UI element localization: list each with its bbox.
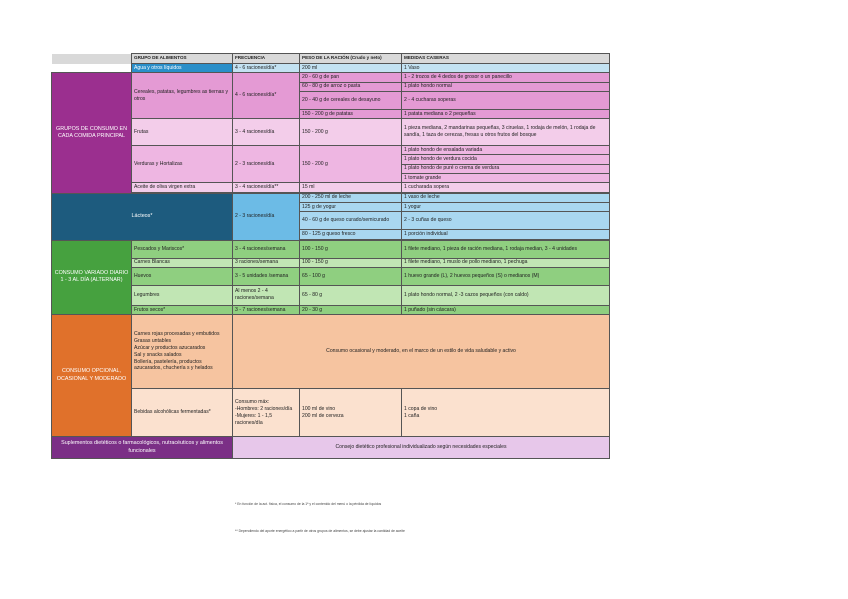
- carnes-medida: 1 filete mediano, 1 muslo de pollo mediano, 1 pechuga: [402, 258, 610, 267]
- aceite-medida: 1 cucharada sopera: [402, 183, 610, 192]
- carnes-frecuencia: 3 raciones/semana: [233, 258, 300, 267]
- header-grupo: GRUPO DE ALIMENTOS: [132, 54, 233, 64]
- lacteos-frecuencia: 2 - 3 raciones/día: [233, 193, 300, 240]
- verduras-medida-3: 1 plato hondo de puré o crema de verdura: [402, 164, 610, 173]
- bebidas-medida: [402, 389, 610, 437]
- cereales-peso-4: 150 - 200 g de patatas: [300, 109, 402, 118]
- cereales-medida-4: 1 patata mediana o 2 pequeñas: [402, 109, 610, 118]
- lacteos-medida-4: 1 porción individual: [402, 230, 610, 239]
- cereales-medida-1: 1 - 2 trozos de 4 dedos de grosor o un panecillo: [402, 73, 610, 82]
- verduras-peso: 150 - 200 g: [300, 146, 402, 183]
- frutos-medida: 1 puñado (sin cáscara): [402, 305, 610, 314]
- verduras-grupo: Verduras y Hortalizas: [132, 146, 233, 183]
- agua-frecuencia: 4 - 6 raciones/día*: [233, 64, 300, 73]
- header-frecuencia: FRECUENCIA: [233, 54, 300, 64]
- agua-grupo: Agua y otros líquidos: [132, 64, 233, 73]
- frutas-medida: 1 pieza mediana, 2 mandarinas pequeñas, 3 ciruelas, 1 rodaja de melón, 1 rodaja de sandía, 1 taza de cerezas, fresas u otros frutos del bosque: [402, 119, 610, 146]
- cereales-frecuencia: 4 - 6 raciones/día*: [233, 73, 300, 119]
- cereales-peso-1: 20 - 60 g de pan: [300, 73, 402, 82]
- lacteos-peso-3: 40 - 60 g de queso curado/semicurado: [300, 212, 402, 230]
- bebidas-medida-1: 1 copa de vino: [404, 405, 438, 412]
- cereales-medida-2: 1 plato hondo normal: [402, 82, 610, 91]
- lacteos-medida-3: 2 - 3 cuñas de queso: [402, 212, 610, 230]
- cereales-grupo: Cereales, patatas, legumbres as tiernas y otros: [132, 73, 233, 119]
- bebidas-frecuencia: [233, 389, 300, 437]
- section-opcional: CONSUMO OPCIONAL, OCASIONAL Y MODERADO: [52, 315, 132, 437]
- aceite-frecuencia: 3 - 4 raciones/día**: [233, 183, 300, 192]
- frutas-peso: 150 - 200 g: [300, 119, 402, 146]
- agua-medida: 1 Vaso: [402, 64, 610, 73]
- section-lacteos: Lácteos*: [52, 193, 233, 240]
- suplementos-texto: Consejo dietético profesional individualizado según necesidades especiales: [233, 437, 610, 459]
- verduras-medida-1: 1 plato hondo de ensalada variada: [402, 146, 610, 155]
- frutas-frecuencia: 3 - 4 raciones/día: [233, 119, 300, 146]
- blank-cell: [52, 64, 132, 73]
- frutos-grupo: Frutos secos*: [132, 305, 233, 314]
- legumbres-medida: 1 plato hondo normal, 2 -3 cazos pequeños (con caldo): [402, 285, 610, 305]
- ocasional-grupo: [132, 315, 233, 389]
- huevos-grupo: Huevos: [132, 267, 233, 285]
- bebidas-peso: [300, 389, 402, 437]
- pescados-grupo: Pescados y Mariscos*: [132, 240, 233, 258]
- lacteos-peso-2: 125 g de yogur: [300, 202, 402, 211]
- cereales-peso-3: 20 - 40 g de cereales de desayuno: [300, 91, 402, 109]
- huevos-peso: 65 - 100 g: [300, 267, 402, 285]
- bebidas-frec-line: -Mujeres: 1 - 1,5 raciones/día: [235, 412, 273, 426]
- legumbres-peso: 65 - 80 g: [300, 285, 402, 305]
- ocasional-item: Sal y snacks salados: [134, 351, 182, 358]
- lacteos-medida-2: 1 yogur: [402, 202, 610, 211]
- pescados-frecuencia: 3 - 4 raciones/semana: [233, 240, 300, 258]
- verduras-medida-4: 1 tomate grande: [402, 174, 610, 183]
- carnes-grupo: Carnes Blancas: [132, 258, 233, 267]
- legumbres-frecuencia: Al menos 2 - 4 raciones/semana: [233, 285, 300, 305]
- verduras-frecuencia: 2 - 3 raciones/día: [233, 146, 300, 183]
- frutos-frecuencia: 3 - 7 raciones/semana: [233, 305, 300, 314]
- section-suplementos: Suplementos dietéticos o farmacológicos, nutracéuticos y alimentos funcionales: [52, 437, 233, 459]
- bebidas-frec-line: Consumo máx:: [235, 398, 270, 405]
- header-medidas: MEDIDAS CASERAS: [402, 54, 610, 64]
- huevos-frecuencia: 3 - 5 unidades /semana: [233, 267, 300, 285]
- bebidas-grupo: Bebidas alcohólicas fermentadas*: [132, 389, 233, 437]
- cereales-medida-3: 2 - 4 cucharas soperas: [402, 91, 610, 109]
- footnote-1: * En función de la act. física, el consumo de la 1ª y el contenido del menú o la pérdida de líquidos: [235, 502, 382, 506]
- carnes-peso: 100 - 150 g: [300, 258, 402, 267]
- pescados-peso: 100 - 150 g: [300, 240, 402, 258]
- footnote-2: ** Dependiendo del aporte energético a partir de otros grupos de alimentos, se debe ajustar la cantidad de aceite: [235, 529, 405, 533]
- ocasional-item: Bollería, pastelería, productos azucarados, chuchería s y helados: [134, 358, 213, 372]
- lacteos-peso-4: 80 - 125 g queso fresco: [300, 230, 402, 239]
- lacteos-peso-1: 200 - 250 ml de leche: [300, 193, 402, 202]
- section-cada-comida: GRUPOS DE CONSUMO EN CADA COMIDA PRINCIPAL: [52, 73, 132, 193]
- cereales-peso-2: 60 - 80 g de arroz o pasta: [300, 82, 402, 91]
- aceite-grupo: Aceite de oliva virgen extra: [132, 183, 233, 192]
- bebidas-peso-2: 200 ml de cerveza: [302, 412, 344, 419]
- ocasional-item: Carnes rojas procesadas y embutidos: [134, 331, 220, 338]
- huevos-medida: 1 huevo grande (L), 2 huevos pequeños (S) o medianos (M): [402, 267, 610, 285]
- section-variado: CONSUMO VARIADO DIARIO 1 - 3 AL DÍA (ALTERNAR): [52, 240, 132, 315]
- legumbres-grupo: Legumbres: [132, 285, 233, 305]
- verduras-medida-2: 1 plato hondo de verdura cocida: [402, 155, 610, 164]
- bebidas-frec-line: -Hombres: 2 raciones/día: [235, 405, 293, 412]
- aceite-peso: 15 ml: [300, 183, 402, 192]
- frutos-peso: 20 - 30 g: [300, 305, 402, 314]
- ocasional-item: Azúcar y productos azucarados: [134, 344, 206, 351]
- frutas-grupo: Frutas: [132, 119, 233, 146]
- ocasional-item: Grasas untables: [134, 337, 172, 344]
- bebidas-peso-1: 100 ml de vino: [302, 405, 336, 412]
- lacteos-medida-1: 1 vaso de leche: [402, 193, 610, 202]
- ocasional-texto: Consumo ocasional y moderado, en el marco de un estilo de vida saludable y activo: [233, 315, 610, 389]
- bebidas-medida-2: 1 caña: [404, 412, 420, 419]
- agua-peso: 200 ml: [300, 64, 402, 73]
- blank-corner: [52, 54, 132, 64]
- header-peso: PESO DE LA RACIÓN (Crudo y neto): [300, 54, 402, 64]
- pescados-medida: 1 filete mediano, 1 pieza de ración mediana, 1 rodaja median, 3 - 4 unidades: [402, 240, 610, 258]
- food-pyramid-table: [51, 53, 609, 476]
